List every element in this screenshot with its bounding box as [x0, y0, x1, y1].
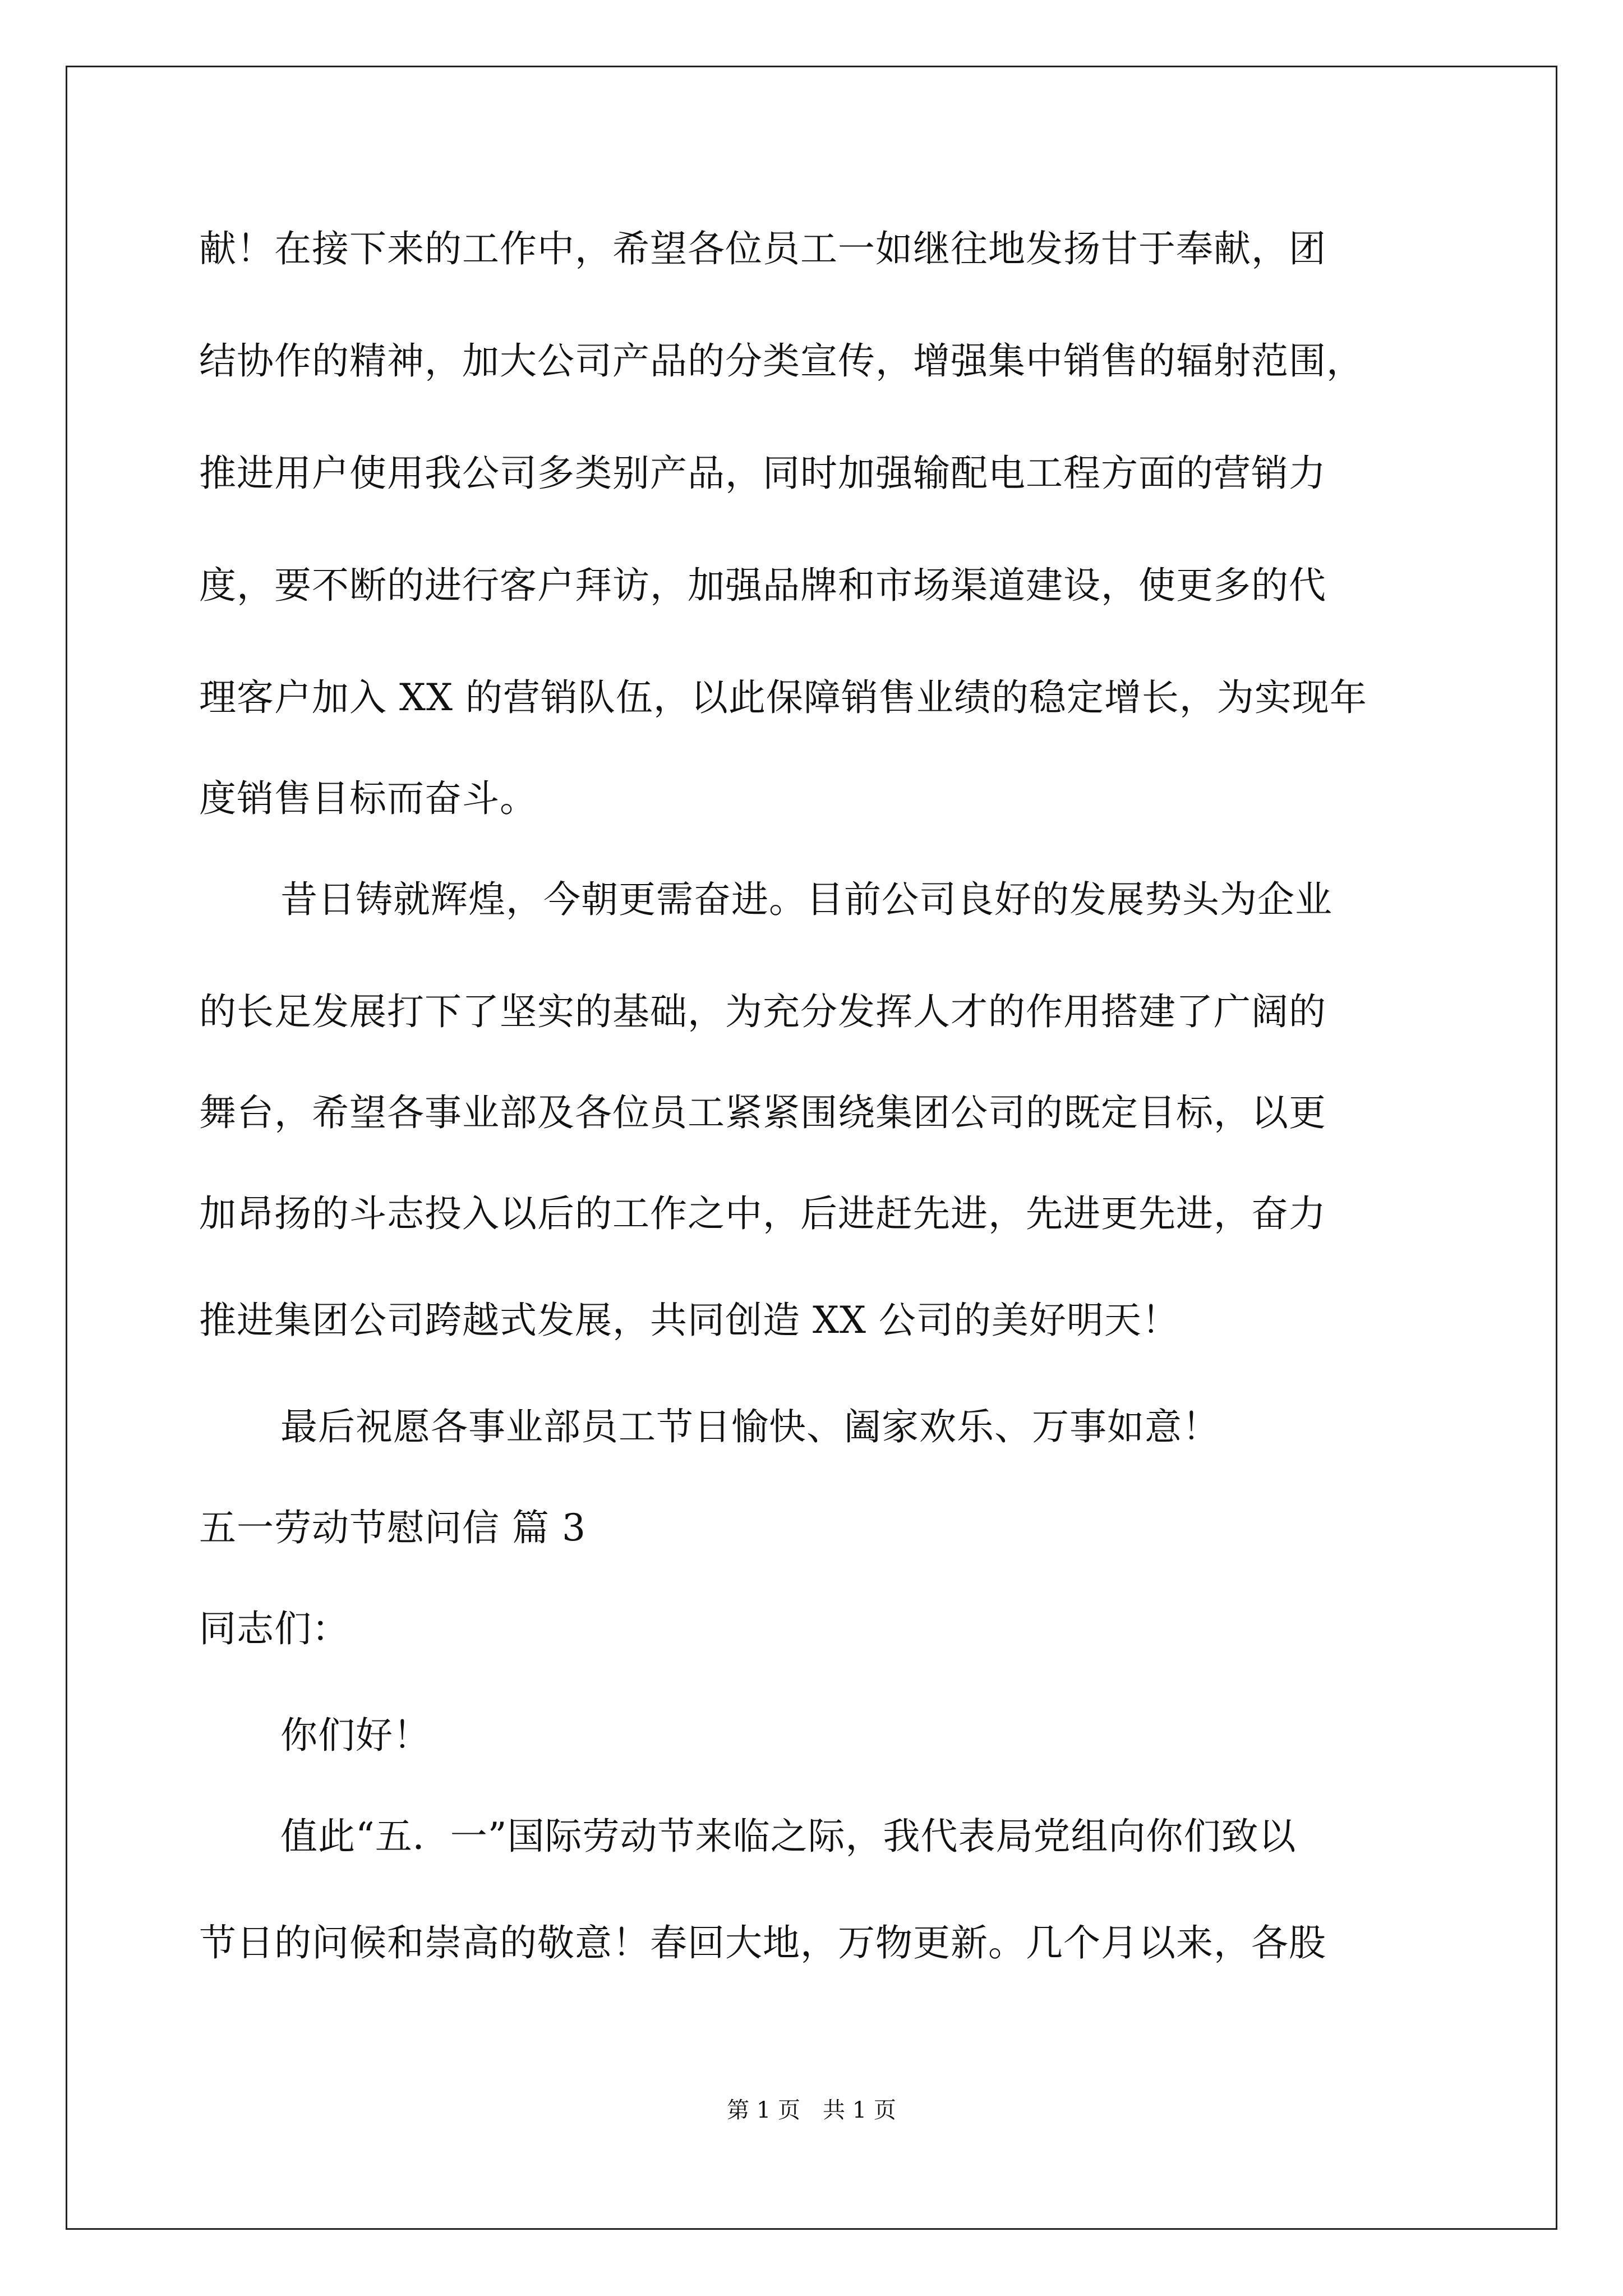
text-line: 献！在接下来的工作中，希望各位员工一如继往地发扬甘于奉献，团 — [199, 227, 1326, 270]
text-line: 节日的问候和崇高的敬意！春回大地，万物更新。几个月以来，各股 — [199, 1921, 1326, 1964]
text-line: 昔日铸就辉煌，今朝更需奋进。目前公司良好的发展势头为企业 — [280, 878, 1332, 921]
page-footer: 第 1 页 共 1 页 — [727, 2097, 896, 2123]
text-line: 舞台，希望各事业部及各位员工紧紧围绕集团公司的既定目标，以更 — [199, 1091, 1326, 1134]
section-heading: 五一劳动节慰问信 篇 3 — [199, 1506, 586, 1549]
text-line: 理客户加入 XX 的营销队伍，以此保障销售业绩的稳定增长，为实现年 — [199, 676, 1367, 719]
text-line: 度销售目标而奋斗。 — [199, 777, 537, 820]
text-line: 值此“五．一”国际劳动节来临之际，我代表局党组向你们致以 — [280, 1815, 1297, 1858]
salutation: 同志们： — [199, 1607, 349, 1650]
text-line: 结协作的精神，加大公司产品的分类宣传，增强集中销售的辐射范围， — [199, 339, 1364, 383]
text-line: 推进集团公司跨越式发展，共同创造 XX 公司的美好明天！ — [199, 1299, 1179, 1342]
text-line: 推进用户使用我公司多类别产品，同时加强输配电工程方面的营销力 — [199, 452, 1326, 495]
page-frame — [66, 66, 1557, 2230]
text-line: 的长足发展打下了坚实的基础，为充分发挥人才的作用搭建了广阔的 — [199, 990, 1326, 1033]
text-line: 最后祝愿各事业部员工节日愉快、阖家欢乐、万事如意！ — [280, 1405, 1220, 1448]
greeting: 你们好！ — [280, 1714, 431, 1757]
text-line: 加昂扬的斗志投入以后的工作之中，后进赶先进，先进更先进，奋力 — [199, 1192, 1326, 1235]
text-line: 度，要不断的进行客户拜访，加强品牌和市场渠道建设，使更多的代 — [199, 564, 1326, 607]
